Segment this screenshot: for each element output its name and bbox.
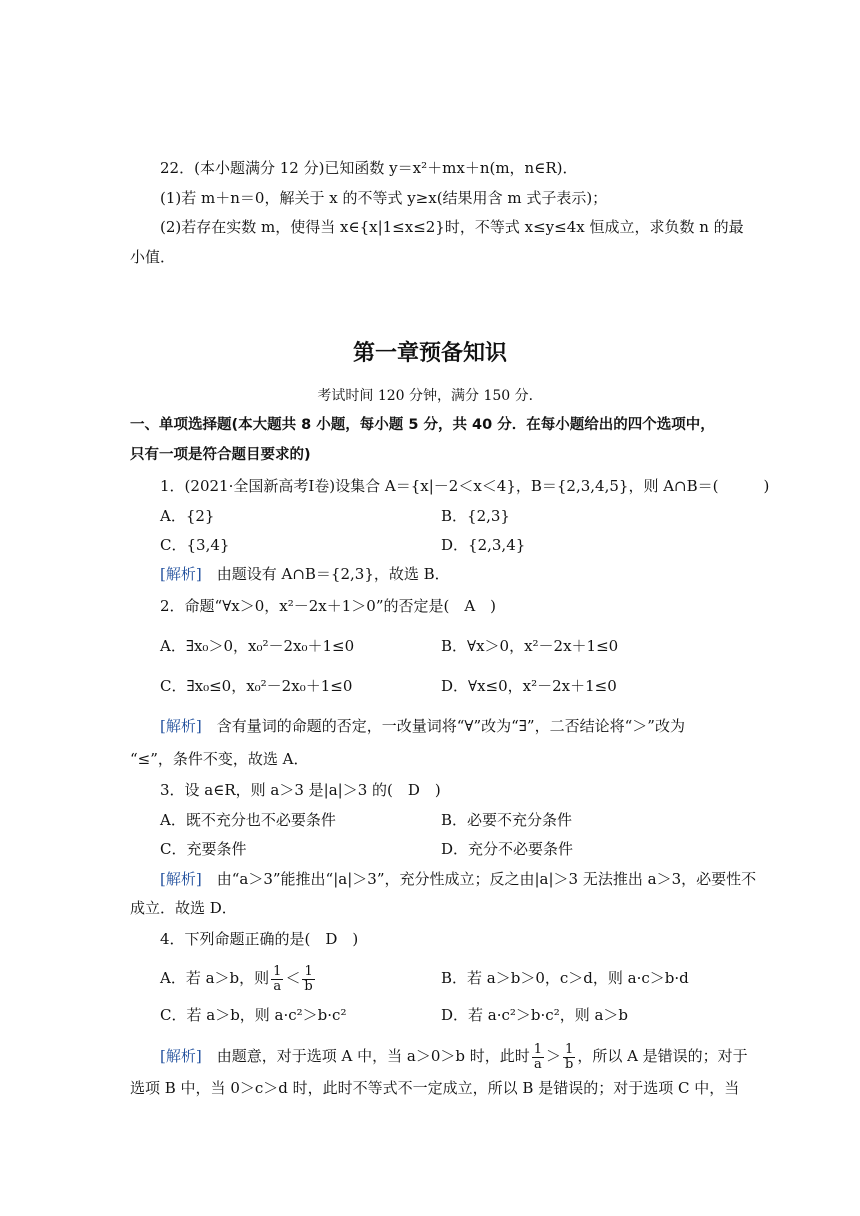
q1-analysis-text: 由题设有 A∩B＝{2,3}，故选 B．	[216, 565, 450, 583]
q2-option-b: B．∀x＞0，x²－2x＋1≤0	[441, 637, 619, 655]
q1-analysis	[160, 564, 450, 584]
q1-option-b: B．{2,3}	[441, 507, 510, 525]
fraction: $\frac{1}{a}$	[533, 1041, 543, 1072]
analysis-tag: [解析]	[160, 1047, 202, 1065]
q1-option-c: C．{3,4}	[160, 536, 230, 554]
q2-analysis-text: 含有量词的命题的否定，一改量词将“∀”改为“∃”，二否结论将“＞”改为	[216, 717, 685, 735]
fraction: $\frac{1}{b}$	[304, 963, 313, 994]
q22-line-3: (2)若存在实数 m，使得当 x∈{x|1≤x≤2}时，不等式 x≤y≤4x 恒成立，求负数 n 的最	[160, 218, 744, 236]
q1-stem: 1．(2021·全国新高考Ⅰ卷)设集合 A＝{x|－2＜x＜4}，B＝{2,3,4,5}，则 A∩B＝( )	[160, 477, 770, 495]
fraction: $\frac{1}{b}$	[565, 1041, 574, 1072]
q2-analysis-line-2: “≤”，条件不变，故选 A．	[130, 750, 309, 768]
q3-analysis-line-2: 成立．故选 D．	[130, 899, 237, 917]
q3-analysis-line-1	[160, 869, 756, 889]
q3-option-c: C．充要条件	[160, 840, 247, 858]
q2-option-d: D．∀x≤0，x²－2x＋1≤0	[441, 677, 617, 695]
section-header-line-1: 一、单项选择题(本大题共 8 小题，每小题 5 分，共 40 分．在每小题给出的四个选项中，	[130, 417, 715, 433]
q1-option-a: A．{2}	[160, 507, 215, 525]
q4-stem: 4．下列命题正确的是( D )	[160, 930, 359, 948]
analysis-tag: [解析]	[160, 565, 202, 583]
q22-line-4: 小值．	[130, 248, 176, 266]
analysis-tag: [解析]	[160, 870, 202, 888]
analysis-tag: [解析]	[160, 717, 202, 735]
q4-option-b: B．若 a＞b＞0，c＞d，则 a·c＞b·d	[441, 969, 689, 987]
exam-info: 考试时间 120 分钟，满分 150 分．	[317, 388, 543, 404]
q4-analysis-line-1: [解析] 由题意，对于选项 A 中，当 a＞0＞b 时，此时 $\frac{1}{a}$ ＞ $\frac{1}{b}$ ，所以 A 是错误的；对于	[160, 1041, 748, 1072]
q3-option-b: B．必要不充分条件	[441, 811, 573, 829]
q22-line-2: (1)若 m＋n＝0，解关于 x 的不等式 y≥x(结果用含 m 式子表示)；	[160, 189, 608, 207]
q4-option-a: A．若 a＞b，则 $\frac{1}{a}$ ＜ $\frac{1}{b}$	[160, 963, 313, 994]
fraction: $\frac{1}{a}$	[273, 963, 282, 994]
q2-option-a: A．∃x₀＞0，x₀²－2x₀＋1≤0	[160, 637, 355, 655]
q3-option-d: D．充分不必要条件	[441, 840, 574, 858]
q1-option-d: D．{2,3,4}	[441, 536, 526, 554]
section-header-line-2: 只有一项是符合题目要求的)	[130, 447, 311, 463]
q3-option-a: A．既不充分也不必要条件	[160, 811, 336, 829]
q4-option-c: C．若 a＞b，则 a·c²＞b·c²	[160, 1006, 347, 1024]
q22-line-1: 22．(本小题满分 12 分)已知函数 y＝x²＋mx＋n(m，n∈R)．	[160, 159, 578, 177]
chapter-title: 第一章预备知识	[352, 341, 507, 366]
q4-option-a-text: A．若 a＞b，则	[160, 969, 270, 987]
q2-analysis-line-1	[160, 716, 685, 736]
q4-analysis-line-2: 选项 B 中，当 0＞c＞d 时，此时不等式不一定成立，所以 B 是错误的；对于选项 C 中，当	[130, 1079, 740, 1097]
q2-option-c: C．∃x₀≤0，x₀²－2x₀＋1≤0	[160, 677, 353, 695]
q2-stem: 2．命题“∀x＞0，x²－2x＋1＞0”的否定是( A )	[160, 597, 497, 615]
q4-option-d: D．若 a·c²＞b·c²，则 a＞b	[441, 1006, 629, 1024]
q3-stem: 3．设 a∈R，则 a＞3 是|a|＞3 的( D )	[160, 781, 441, 799]
q3-analysis-text: 由“a＞3”能推出“|a|＞3”，充分性成立；反之由|a|＞3 无法推出 a＞3，必要性不	[216, 870, 757, 888]
